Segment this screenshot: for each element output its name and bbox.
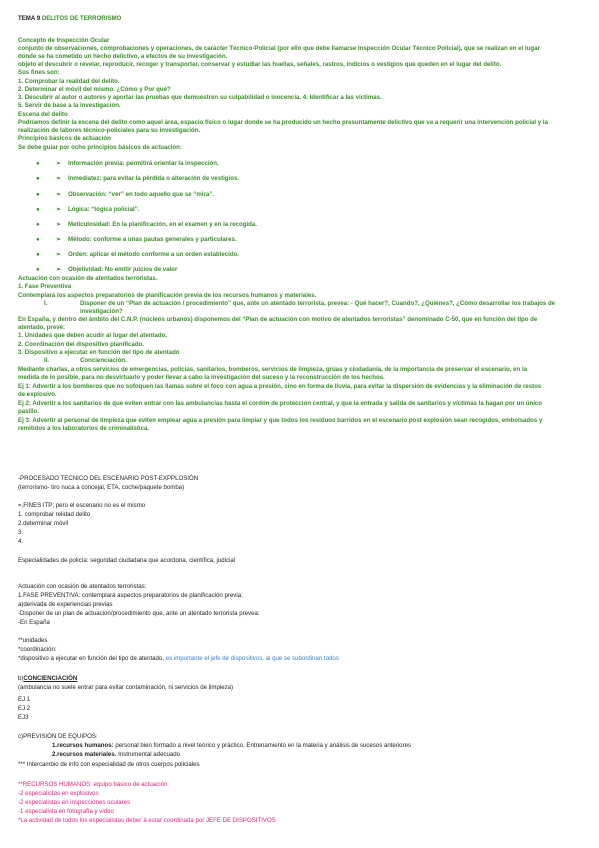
- heading-inspeccion: Concepto de Inspección Ocular: [18, 37, 110, 44]
- list-item: Lógica: “lógica policial”.: [68, 206, 140, 213]
- note-line: Especialidades de policía: seguridad ciudadana que acordona, científica, judicial: [18, 557, 236, 564]
- note-line: [18, 655, 339, 663]
- list-item: Observación: “ver” en todo aquello que se “mira”.: [68, 191, 214, 198]
- text-line: conjunto de observaciones, comprobaciones y operaciones, de carácter Técnico-Policial (por ello que debe llamarse Inspección Ocular Técnico Policial), que se realizan en el lugar: [18, 45, 540, 52]
- text-line: 1. Comprobar la realidad del delito.: [18, 78, 120, 85]
- arrow-icon: ➢: [56, 251, 62, 258]
- text-line: pasillo.: [18, 408, 39, 415]
- bullet-icon: ●: [36, 175, 40, 182]
- page-title: [18, 15, 121, 23]
- note-line: EJ 2: [18, 705, 31, 712]
- text-line: 3. Descubrir al autor o autores y aportar las pruebas que demuestren su culpabilidad o inocencia. 4. Identificar a las víctimas.: [18, 94, 382, 101]
- note-heading: CONCIENCIACIÓN: [23, 675, 78, 682]
- list-item: Objetividad: No emitir juicios de valor: [68, 266, 178, 273]
- tema-title: DELITOS DE TERRORISMO: [41, 15, 122, 22]
- text-line: Se debe guiar por ocho principios básicos de actuación:: [18, 144, 182, 151]
- bullet-icon: ●: [36, 191, 40, 198]
- note-highlight: es importante el jefe de dispositivos, al que se subordinan todos: [164, 655, 339, 662]
- note-line: 3.: [18, 529, 24, 536]
- note-text: *dispositivo a ejecutar en función del tipo de atentado,: [18, 655, 165, 662]
- note-line: (ambulancia no suele entrar para evitar contaminación, ni servicios de limpieza): [18, 684, 234, 691]
- heading-fase: 1. Fase Preventiva: [18, 283, 72, 290]
- arrow-icon: ➢: [56, 206, 62, 213]
- roman-numeral: II.: [44, 357, 50, 364]
- text-line: Ej 2: Advertir a los sanitarios de que eviten entrar con las ambulancias hasta el cordón de protección central, y que la entrada y salida de sanitarios y víctimas la hagan por un único: [18, 400, 543, 407]
- note-text: personal bien formado a nivel teórico y práctico. Entrenamiento en la materia y análisis de sucesos anteriores: [113, 742, 412, 749]
- text-line: En España, y dentro del ámbito del C.N.P. (núcleos urbanos) disponemos del “Plan de actuación con motivo de atentados terroristas” denominado C-50, que en función del tipo de: [18, 316, 538, 323]
- heading-actuacion: Actuación con ocasión de atentados terroristas.: [18, 275, 158, 282]
- arrow-icon: ➢: [56, 236, 62, 243]
- list-item: Método: conforme a unas pautas generales y particulares.: [68, 236, 237, 243]
- heading-escena: Escena del delito: [18, 111, 68, 118]
- bullet-icon: ●: [36, 221, 40, 228]
- note-line: [18, 675, 77, 683]
- note-line: *** Intercambio de info con especialidad de otros cuerpos policiales: [18, 761, 200, 768]
- note-line: [52, 751, 180, 759]
- heading-principios: Principios básicos de actuación: [18, 135, 111, 142]
- arrow-icon: ➢: [56, 266, 62, 273]
- text-line: atentado, prevé:: [18, 324, 66, 331]
- note-term: 1.recursos humanos:: [52, 742, 114, 749]
- note-line: c)PREVISIÓN DE EQUIPOS:: [18, 733, 98, 740]
- text-line: 2. Coordinación del dispositivo planificado.: [18, 341, 144, 348]
- note-line: =,FINES ITP; pero el escenario no es el mismo: [18, 502, 146, 509]
- note-line: -Disponer de un plan de actuacion/procedimiento que, ante un atentado terrorista prevea:: [18, 610, 260, 617]
- text-line: Concienciación.: [80, 357, 127, 364]
- list-item: Inmediatez: para evitar la pérdida o alteración de vestigios.: [68, 175, 240, 182]
- note-line: Actuación con ocasión de atentados terroristas:: [18, 583, 147, 590]
- note-line: *coordinación:: [18, 646, 57, 653]
- note-text: Instrumental adecuado: [116, 751, 181, 758]
- note-line: EJ3: [18, 714, 29, 721]
- arrow-icon: ➢: [56, 221, 62, 228]
- bullet-icon: ●: [36, 206, 40, 213]
- note-line: (terrorismo- tiro nuca a concejal, ETA, coche/paquete bomba): [18, 484, 185, 491]
- list-item: Información previa: permitirá orientar la inspección.: [68, 160, 219, 167]
- note-line: **RECURSOS HUMANOS: equipo básico de actuación: [18, 781, 168, 788]
- text-line: 3. Dispositivo a ejecutar en función del tipo de atentado: [18, 349, 180, 356]
- text-line: medida de lo posible, para no desvirtuarlo y poder llevar a cabo la investigación del suceso y la reconstrucción de los hechos.: [18, 374, 385, 381]
- note-line: -En España: [18, 619, 50, 626]
- tema-label: TEMA 9: [18, 15, 41, 22]
- note-line: EJ 1: [18, 696, 31, 703]
- text-line: 1. Unidades que deben acudir al lugar del atentado.: [18, 332, 167, 339]
- list-item: Meticulosidad: En la planificación, en el examen y en la recogida.: [68, 221, 257, 228]
- text-line: objeto el descubrir o revelar, reproducir, recoger y transportar, conservar y estudiar las huellas, señales, rastros, indicios o vestigios que queden en el lugar del delito.: [18, 61, 502, 68]
- note-line: 1. comprobar relidad delito: [18, 511, 91, 518]
- note-text: b): [18, 675, 24, 682]
- note-line: **unidades: [18, 637, 48, 644]
- text-line: Contemplará los aspectos preparatorios de planificación previa de los recursos humanos y materiales.: [18, 292, 317, 299]
- note-line: 4.: [18, 538, 24, 545]
- note-line: -2 especialistas en explosivos: [18, 790, 99, 797]
- text-line: Mediante charlas, a otros servicios de emergencias, policías, sanitarios, bomberos, servicios de limpieza, grúas y ciudadanía, de la importancia de preservar el escenario, en la: [18, 366, 528, 373]
- note-line: 1.FASE PREVENTIVA: contemplará aspectos preparatorios de planificación previa:: [18, 592, 243, 599]
- arrow-icon: ➢: [56, 175, 62, 182]
- note-line: -PROCESADO TECNICO DEL ESCENARIO POST-EXPPLOSIÓN: [18, 475, 199, 482]
- note-line: -1 especialista en fotografía y video: [18, 808, 114, 815]
- list-item: Orden: aplicar el método conforme a un orden establecido.: [68, 251, 239, 258]
- text-line: donde se ha cometido un hecho delictivo, a efectos de su investigación.: [18, 53, 228, 60]
- text-line: 2. Determinar el móvil del mismo. ¿Cómo y Por qué?: [18, 86, 171, 93]
- text-line: Podríamos definir la escena del delito como aquel área, espacio físico o lugar donde se ha producido un hecho presuntamente delictivo que va a requerir una intervención policial y la: [18, 119, 548, 126]
- note-line: [52, 742, 411, 750]
- note-line: a)derivada de experiencias previas: [18, 601, 113, 608]
- bullet-icon: ●: [36, 236, 40, 243]
- note-term: 2.recursos materiales.: [52, 751, 117, 758]
- text-line: 5. Servir de base a la investigación.: [18, 102, 121, 109]
- bullet-icon: ●: [36, 160, 40, 167]
- note-line: -2 especialistas en inspecciones oculares: [18, 799, 131, 806]
- arrow-icon: ➢: [56, 160, 62, 167]
- bullet-icon: ●: [36, 266, 40, 273]
- note-line: *La actividad de todos los especialistas deber´á estar coordinada por JEFE DE DISPOSITIVOS: [18, 817, 276, 824]
- text-line: remitidos a los laboratorios de criminalística.: [18, 425, 150, 432]
- text-line: Ej 1: Advertir a los bomberos que no sofoquen las llamas sobre el foco con agua a presión, sino en forma de lluvia, para evitar la dispersión de evidencias y la eliminación de restos: [18, 383, 542, 390]
- text-line: Sus fines son:: [18, 69, 60, 76]
- text-line: investigación?: [80, 308, 123, 315]
- roman-numeral: I.: [44, 300, 48, 307]
- note-line: 2.determinar móvil: [18, 520, 69, 527]
- text-line: Ej 3: Advertir al personal de limpieza que eviten emplear agua a presión para limpiar y que todos los residuos barridos en el escenario post explosión sean recogidos, embolsados y: [18, 417, 543, 424]
- text-line: de explosivo.: [18, 391, 57, 398]
- arrow-icon: ➢: [56, 191, 62, 198]
- text-line: realización de labores técnico-policiales para su investigación.: [18, 127, 201, 134]
- text-line: Disponer de un “Plan de actuación / procedimiento” que, ante un atentado terrorista, prevea: - Qué hacer?, Cuando?, ¿Quiénes?, ¿Cómo desarrollar los trabajos de: [80, 300, 556, 307]
- bullet-icon: ●: [36, 251, 40, 258]
